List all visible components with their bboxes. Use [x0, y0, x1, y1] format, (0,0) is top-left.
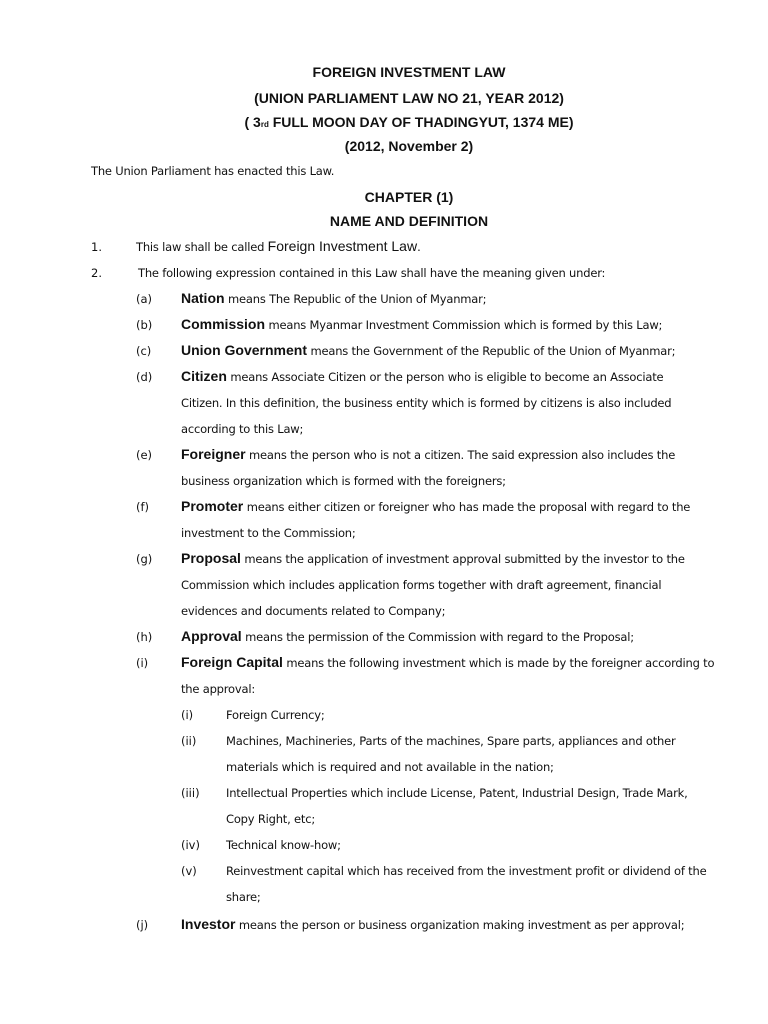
- sub-item-foreign-currency: Foreign Currency;: [226, 708, 325, 722]
- definition-text: means The Republic of the Union of Myanmar;: [224, 292, 487, 306]
- section-number: 1.: [91, 240, 102, 254]
- section-2-text: The following expression contained in this Law shall have the meaning given under:: [138, 266, 606, 280]
- definition-continuation: according to this Law;: [181, 422, 304, 436]
- definition-label: (h): [136, 630, 153, 644]
- definition-continuation: Citizen. In this definition, the business entity which is formed by citizens is also included: [181, 396, 672, 410]
- definition-text: means Associate Citizen or the person who is eligible to become an Associate: [226, 370, 664, 384]
- date-rest: FULL MOON DAY OF THADINGYUT, 1374 ME): [268, 114, 574, 130]
- section-1-lead: This law shall be called: [136, 240, 268, 254]
- definition-term: Nation: [181, 290, 225, 306]
- definition-text: means the application of investment approval submitted by the investor to the: [240, 552, 685, 566]
- definition-label: (j): [136, 918, 149, 932]
- law-subtitle: (UNION PARLIAMENT LAW NO 21, YEAR 2012): [254, 90, 564, 106]
- definition-text: means the following investment which is made by the foreigner according to: [282, 656, 715, 670]
- sub-item-label: (ii): [181, 734, 197, 748]
- definition-term: Foreigner: [181, 446, 246, 462]
- sub-item-continuation: share;: [226, 890, 261, 904]
- definition-proposal: [181, 550, 685, 566]
- definition-continuation: investment to the Commission;: [181, 526, 356, 540]
- definition-label: (g): [136, 552, 153, 566]
- chapter-number: CHAPTER (1): [364, 189, 454, 205]
- definition-text: means the Government of the Republic of the Union of Myanmar;: [307, 344, 676, 358]
- sub-item-label: (v): [181, 864, 197, 878]
- sub-item-continuation: materials which is required and not available in the nation;: [226, 760, 554, 774]
- definition-term: Investor: [181, 916, 236, 932]
- definition-citizen: [181, 368, 663, 384]
- definition-label: (e): [136, 448, 153, 462]
- definition-continuation: evidences and documents related to Company;: [181, 604, 446, 618]
- definition-continuation: the approval:: [181, 682, 256, 696]
- definition-label: (i): [136, 656, 149, 670]
- definition-label: (d): [136, 370, 153, 384]
- section-number: 2.: [91, 266, 102, 280]
- definition-term: Foreign Capital: [181, 654, 283, 670]
- sub-item-label: (iii): [181, 786, 200, 800]
- law-date-myanmar: [0, 114, 768, 130]
- definition-commission: [181, 316, 662, 332]
- section-1-end: .: [417, 240, 421, 254]
- definition-text: means the person who is not a citizen. The said expression also includes the: [245, 448, 676, 462]
- law-name: Foreign Investment Law: [267, 238, 418, 254]
- definition-text: means either citizen or foreigner who has made the proposal with regard to the: [243, 500, 691, 514]
- definition-term: Approval: [181, 628, 242, 644]
- date-prefix: ( 3: [244, 114, 261, 130]
- definition-term: Citizen: [181, 368, 227, 384]
- definition-term: Commission: [181, 316, 266, 332]
- sub-item-intellectual-properties: Intellectual Properties which include License, Patent, Industrial Design, Trade Mark,: [226, 786, 688, 800]
- date-ordinal-suffix: rd: [260, 120, 269, 129]
- definition-label: (f): [136, 500, 150, 514]
- definition-foreign-capital: [181, 654, 714, 670]
- definition-promoter: [181, 498, 690, 514]
- definition-label: (c): [136, 344, 152, 358]
- definition-text: means the permission of the Commission with regard to the Proposal;: [241, 630, 634, 644]
- definition-label: (a): [136, 292, 153, 306]
- definition-term: Promoter: [181, 498, 244, 514]
- sub-item-machines: Machines, Machineries, Parts of the machines, Spare parts, appliances and other: [226, 734, 676, 748]
- definition-text: means Myanmar Investment Commission which is formed by this Law;: [265, 318, 663, 332]
- definition-nation: [181, 290, 486, 306]
- definition-label: (b): [136, 318, 153, 332]
- law-title: FOREIGN INVESTMENT LAW: [312, 64, 506, 80]
- enactment-statement: The Union Parliament has enacted this Law.: [91, 164, 335, 178]
- definition-continuation: business organization which is formed with the foreigners;: [181, 474, 506, 488]
- definition-foreigner: [181, 446, 675, 462]
- sub-item-label: (iv): [181, 838, 200, 852]
- definition-union-government: [181, 342, 675, 358]
- definition-investor: [181, 916, 684, 932]
- definition-term: Union Government: [181, 342, 308, 358]
- section-1-text: [136, 238, 421, 254]
- law-date-western: (2012, November 2): [344, 138, 474, 154]
- sub-item-label: (i): [181, 708, 194, 722]
- definition-approval: [181, 628, 634, 644]
- definition-term: Proposal: [181, 550, 241, 566]
- definition-continuation: Commission which includes application forms together with draft agreement, financial: [181, 578, 662, 592]
- definition-text: means the person or business organization making investment as per approval;: [235, 918, 685, 932]
- sub-item-reinvestment-capital: Reinvestment capital which has received from the investment profit or dividend of the: [226, 864, 707, 878]
- sub-item-technical-know-how: Technical know-how;: [226, 838, 341, 852]
- chapter-title: NAME AND DEFINITION: [329, 213, 489, 229]
- sub-item-continuation: Copy Right, etc;: [226, 812, 316, 826]
